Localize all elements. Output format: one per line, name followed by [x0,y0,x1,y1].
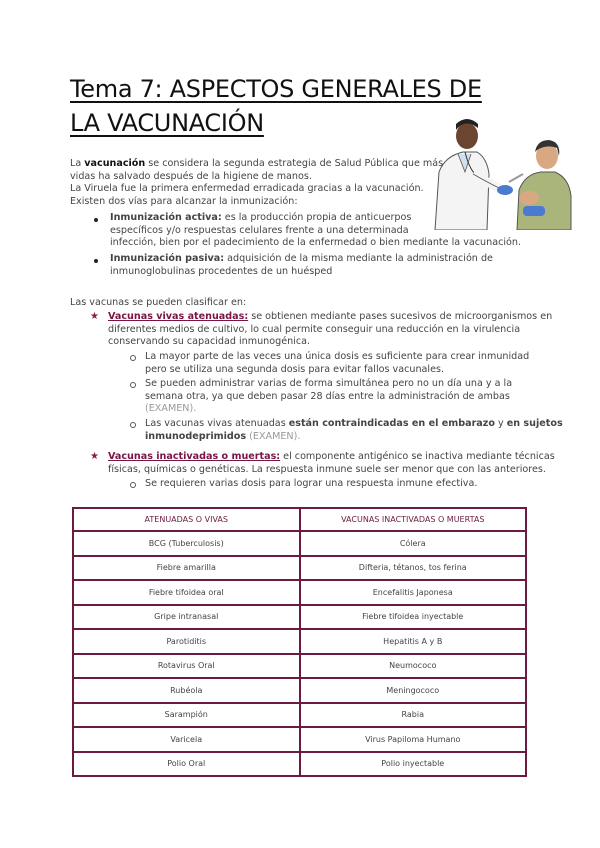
live-vaccines: Vacunas vivas atenuadas: se obtienen mediante pases sucesivos de microorganismos en diferentes medios de cultivo, lo cual permite conseguir una reducción en la virulencia conservando su capacidad inmunogénica. [108,311,553,348]
table-row [73,654,526,679]
table-cell: Varicela [73,727,300,752]
bullet-icon [94,259,98,263]
inactivated-point-1: Se requieren varias dosis para lograr una respuesta inmune efectiva. [145,478,478,489]
bullet-icon [94,218,98,222]
column-header: ATENUADAS O VIVAS [73,508,300,531]
column-header: VACUNAS INACTIVADAS O MUERTAS [300,508,527,531]
table-cell: Sarampión [73,703,300,728]
table-row [73,580,526,605]
passive-immunization: Inmunización pasiva: adquisición de la misma mediante la administración de inmunoglobulinas procedentes de un huésped [110,253,493,277]
table-cell: Hepatitis A y B [300,629,527,654]
page-title: Tema 7: ASPECTOS GENERALES DE LA VACUNACIÓN [70,75,482,137]
table-cell: Rabia [300,703,527,728]
table-cell: Cólera [300,531,527,556]
table-cell: Fiebre amarilla [73,556,300,581]
table-cell: Polio inyectable [300,752,527,777]
table-row [73,727,526,752]
table-cell: Neumococo [300,654,527,679]
live-point-3: Las vacunas vivas atenuadas están contraindicadas en el embarazo y en sujetos inmunodeprimidos (EXAMEN). [145,418,563,442]
sub-bullet-icon [130,382,136,388]
table-row [73,605,526,630]
table-header-row [73,508,526,531]
table-row [73,703,526,728]
intro-paragraph: La vacunación se considera la segunda estrategia de Salud Pública que más vidas ha salvado después de la higiene de manos. La Viruela fue la primera enfermedad erradicada gracias a la vacunación. Existen dos vías para alcanzar la inmunización: [70,158,444,207]
table-cell: Encefalitis Japonesa [300,580,527,605]
table-row [73,531,526,556]
table-cell: Fiebre tifoidea oral [73,580,300,605]
table-cell: Rotavirus Oral [73,654,300,679]
table-row [73,556,526,581]
table-cell: Rubéola [73,678,300,703]
table-row [73,752,526,777]
table-cell: Difteria, tétanos, tos ferina [300,556,527,581]
sub-bullet-icon [130,422,136,428]
table-cell: Gripe intranasal [73,605,300,630]
star-icon: ★ [90,311,99,322]
vaccine-table [72,507,527,777]
table-row [73,678,526,703]
table-cell: Meningococo [300,678,527,703]
table-cell: Parotiditis [73,629,300,654]
table-cell: Virus Papiloma Humano [300,727,527,752]
inactivated-vaccines: Vacunas inactivadas o muertas: el componente antigénico se inactiva mediante técnicas físicas, químicas o genéticas. La respuesta inmune suele ser menor que con las anteriores. [108,451,555,475]
active-immunization: Inmunización activa: es la producción propia de anticuerpos específicos y/o respuestas celulares frente a una determinada infección, bien por el padecimiento de la enfermedad o bien mediante la vacunación. [110,212,522,249]
star-icon: ★ [90,451,99,462]
table-cell: BCG (Tuberculosis) [73,531,300,556]
table-cell: Polio Oral [73,752,300,777]
table-row [73,629,526,654]
live-point-2: Se pueden administrar varias de forma simultánea pero no un día una y a la semana otra, ya que deben pasar 28 días entre la administración de ambas (EXAMEN). [145,378,513,415]
table-cell: Fiebre tifoidea inyectable [300,605,527,630]
classify-heading: Las vacunas se pueden clasificar en: [70,297,247,308]
sub-bullet-icon [130,355,136,361]
live-point-1: La mayor parte de las veces una única dosis es suficiente para crear inmunidad pero se utiliza una segunda dosis para evitar fallos vacunales. [145,351,530,375]
sub-bullet-icon [130,482,136,488]
